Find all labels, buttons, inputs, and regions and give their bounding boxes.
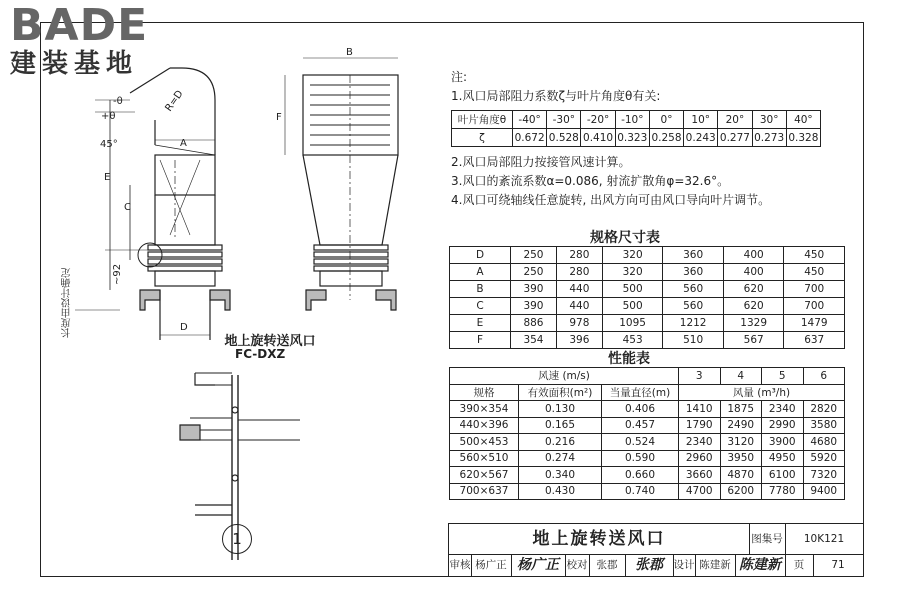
spec-row	[450, 264, 845, 281]
spec-cell: 250	[511, 247, 557, 264]
spec-table-title: 规格尺寸表	[590, 230, 660, 246]
perf-size-cell: 620×567	[450, 467, 519, 484]
spec-row	[450, 332, 845, 349]
spec-cell: 567	[723, 332, 784, 349]
angle-cell: 20°	[718, 111, 752, 129]
zeta-cell: 0.328	[786, 129, 820, 147]
spec-cell: 440	[556, 281, 602, 298]
size-header: 规格	[450, 384, 519, 401]
dim-d: D	[180, 322, 188, 333]
zeta-cell: 0.258	[649, 129, 683, 147]
spec-cell: 886	[511, 315, 557, 332]
reviewer-signature: 杨广正	[517, 557, 559, 573]
dim-theta-plus: +θ	[101, 111, 116, 122]
spec-row-label: E	[450, 315, 511, 332]
spec-cell: 320	[602, 247, 663, 264]
zeta-cell: 0.528	[547, 129, 581, 147]
perf-flow-cell: 6200	[720, 483, 762, 500]
zeta-cell: 0.410	[581, 129, 615, 147]
dim-f: F	[276, 112, 282, 123]
perf-flow-cell: 4680	[803, 434, 845, 451]
angle-cell: -30°	[547, 111, 581, 129]
perf-row	[450, 417, 845, 434]
note-item-3: 3.风口的紊流系数α=0.086, 射流扩散角φ=32.6°。	[451, 174, 730, 188]
perf-flow-cell: 2340	[679, 434, 721, 451]
page-number: 71	[831, 559, 845, 571]
perf-flow-cell: 2490	[720, 417, 762, 434]
spec-row-label: D	[450, 247, 511, 264]
perf-flow-cell: 9400	[803, 483, 845, 500]
spec-cell: 280	[556, 247, 602, 264]
dim-b: B	[346, 47, 353, 58]
perf-area-cell: 0.165	[519, 417, 602, 434]
angle-header: 叶片角度θ	[452, 111, 513, 129]
detail-number: 1	[222, 524, 252, 554]
angle-cell: -20°	[581, 111, 615, 129]
dim-c: C	[124, 202, 131, 213]
spec-table	[449, 246, 845, 349]
perf-flow-cell: 1410	[679, 401, 721, 418]
spec-cell: 978	[556, 315, 602, 332]
dim-a: A	[180, 138, 187, 149]
angle-table	[451, 110, 821, 147]
perf-table	[449, 367, 845, 500]
duct-top-section	[155, 155, 215, 195]
perf-area-cell: 0.430	[519, 483, 602, 500]
perf-flow-cell: 4950	[762, 450, 804, 467]
perf-size-cell: 390×354	[450, 401, 519, 418]
diam-header: 当量直径(m)	[602, 384, 679, 401]
perf-flow-cell: 4700	[679, 483, 721, 500]
spec-cell: 620	[723, 281, 784, 298]
angle-row	[452, 111, 821, 129]
logo-text-en: BADE	[10, 0, 149, 51]
perf-header-row-1	[450, 368, 845, 385]
dim-45deg: 45°	[100, 139, 118, 150]
perf-area-cell: 0.130	[519, 401, 602, 418]
spec-cell: 500	[602, 298, 663, 315]
spec-cell: 250	[511, 264, 557, 281]
perf-area-cell: 0.340	[519, 467, 602, 484]
spec-cell: 700	[784, 298, 845, 315]
perf-flow-cell: 4870	[720, 467, 762, 484]
spec-cell: 360	[663, 247, 724, 264]
perf-flow-cell: 3120	[720, 434, 762, 451]
spec-cell: 560	[663, 298, 724, 315]
notes-block-2	[451, 153, 770, 210]
zeta-cell: 0.277	[718, 129, 752, 147]
spec-row-label: A	[450, 264, 511, 281]
perf-area-cell: 0.216	[519, 434, 602, 451]
perf-diam-cell: 0.457	[602, 417, 679, 434]
duct-body	[155, 195, 215, 245]
check-label: 校对	[566, 559, 588, 571]
spec-cell: 354	[511, 332, 557, 349]
perf-flow-cell: 2960	[679, 450, 721, 467]
spec-cell: 1095	[602, 315, 663, 332]
spec-row-label: C	[450, 298, 511, 315]
perf-size-cell: 560×510	[450, 450, 519, 467]
figure-title: 地上旋转送风口	[224, 334, 316, 349]
perf-size-cell: 440×396	[450, 417, 519, 434]
length-note: 长度由设计确定	[62, 268, 73, 338]
designer-name: 陈建新	[699, 559, 731, 571]
perf-diam-cell: 0.590	[602, 450, 679, 467]
dim-radius: R=D	[163, 88, 186, 114]
atlas-label: 图集号	[751, 533, 783, 545]
spec-cell: 400	[723, 247, 784, 264]
spec-row-label: F	[450, 332, 511, 349]
angle-cell: -40°	[513, 111, 547, 129]
atlas-number: 10K121	[803, 533, 845, 545]
perf-diam-cell: 0.740	[602, 483, 679, 500]
perf-size-cell: 700×637	[450, 483, 519, 500]
zeta-header: ζ	[452, 129, 513, 147]
spec-cell: 390	[511, 281, 557, 298]
spec-row-label: B	[450, 281, 511, 298]
spec-cell: 280	[556, 264, 602, 281]
spec-row	[450, 247, 845, 264]
outlet-taper	[303, 155, 398, 245]
spec-cell: 320	[602, 264, 663, 281]
perf-row	[450, 467, 845, 484]
logo-text-cn: 建装基地	[10, 49, 139, 79]
spec-cell: 637	[784, 332, 845, 349]
elbow-cut	[130, 68, 170, 93]
spec-cell: 400	[723, 264, 784, 281]
spec-cell: 360	[663, 264, 724, 281]
design-label: 设计	[673, 559, 695, 571]
perf-flow-cell: 3950	[720, 450, 762, 467]
perf-table-title: 性能表	[608, 351, 650, 367]
perf-flow-cell: 1875	[720, 401, 762, 418]
perf-size-cell: 500×453	[450, 434, 519, 451]
perf-flow-cell: 2990	[762, 417, 804, 434]
perf-row	[450, 434, 845, 451]
dim-92: ~92	[112, 263, 123, 285]
checker-name: 张郡	[596, 559, 618, 571]
perf-flow-cell: 1790	[679, 417, 721, 434]
spec-cell: 1329	[723, 315, 784, 332]
spec-cell: 440	[556, 298, 602, 315]
perf-diam-cell: 0.660	[602, 467, 679, 484]
zeta-cell: 0.323	[615, 129, 649, 147]
spec-cell: 1479	[784, 315, 845, 332]
perf-flow-cell: 7320	[803, 467, 845, 484]
title-block	[448, 523, 862, 575]
perf-flow-cell: 5920	[803, 450, 845, 467]
angle-cell: 40°	[786, 111, 820, 129]
spec-cell: 700	[784, 281, 845, 298]
notes-block	[451, 68, 660, 106]
perf-flow-cell: 2340	[762, 401, 804, 418]
spec-cell: 620	[723, 298, 784, 315]
figure-code: FC-DXZ	[235, 347, 286, 361]
angle-cell: 0°	[649, 111, 683, 129]
zeta-cell: 0.243	[684, 129, 718, 147]
perf-row	[450, 483, 845, 500]
angle-cell: 30°	[752, 111, 786, 129]
angle-cell: -10°	[615, 111, 649, 129]
notes-header: 注:	[451, 70, 468, 84]
designer-signature: 陈建新	[739, 557, 781, 573]
zeta-cell: 0.672	[513, 129, 547, 147]
perf-diam-cell: 0.406	[602, 401, 679, 418]
spec-cell: 500	[602, 281, 663, 298]
perf-flow-cell: 2820	[803, 401, 845, 418]
spec-cell: 450	[784, 264, 845, 281]
dim-theta-minus: -θ	[113, 96, 123, 107]
perf-flow-cell: 7780	[762, 483, 804, 500]
spec-cell: 396	[556, 332, 602, 349]
perf-flow-cell: 3900	[762, 434, 804, 451]
spec-row	[450, 281, 845, 298]
spec-cell: 450	[784, 247, 845, 264]
perf-flow-cell: 6100	[762, 467, 804, 484]
perf-row	[450, 401, 845, 418]
spec-cell: 560	[663, 281, 724, 298]
reviewer-name: 杨广正	[475, 559, 507, 571]
speed-cell: 6	[803, 368, 845, 385]
perf-flow-cell: 3660	[679, 467, 721, 484]
angle-cell: 10°	[684, 111, 718, 129]
checker-signature: 张郡	[635, 557, 663, 573]
speed-cell: 3	[679, 368, 721, 385]
dim-e: E	[104, 172, 111, 183]
spec-cell: 510	[663, 332, 724, 349]
spec-row	[450, 315, 845, 332]
speed-header: 风速 (m/s)	[450, 368, 679, 385]
perf-flow-cell: 3580	[803, 417, 845, 434]
perf-area-cell: 0.274	[519, 450, 602, 467]
spec-cell: 1212	[663, 315, 724, 332]
review-label: 审核	[449, 559, 471, 571]
flow-header: 风量 (m³/h)	[679, 384, 845, 401]
speed-cell: 5	[762, 368, 804, 385]
page-label: 页	[793, 559, 805, 571]
speed-cell: 4	[720, 368, 762, 385]
drawing-title: 地上旋转送风口	[532, 529, 666, 549]
perf-header-row-2	[450, 384, 845, 401]
note-item-1: 1.风口局部阻力系数ζ与叶片角度θ有关:	[451, 89, 661, 103]
area-header: 有效面积(m²)	[519, 384, 602, 401]
note-item-4: 4.风口可绕轴线任意旋转, 出风方向可由风口导向叶片调节。	[451, 193, 771, 207]
note-item-2: 2.风口局部阻力按接管风速计算。	[451, 155, 631, 169]
spec-cell: 390	[511, 298, 557, 315]
spec-row	[450, 298, 845, 315]
zeta-cell: 0.273	[752, 129, 786, 147]
perf-row	[450, 450, 845, 467]
spec-cell: 453	[602, 332, 663, 349]
zeta-row	[452, 129, 821, 147]
perf-diam-cell: 0.524	[602, 434, 679, 451]
